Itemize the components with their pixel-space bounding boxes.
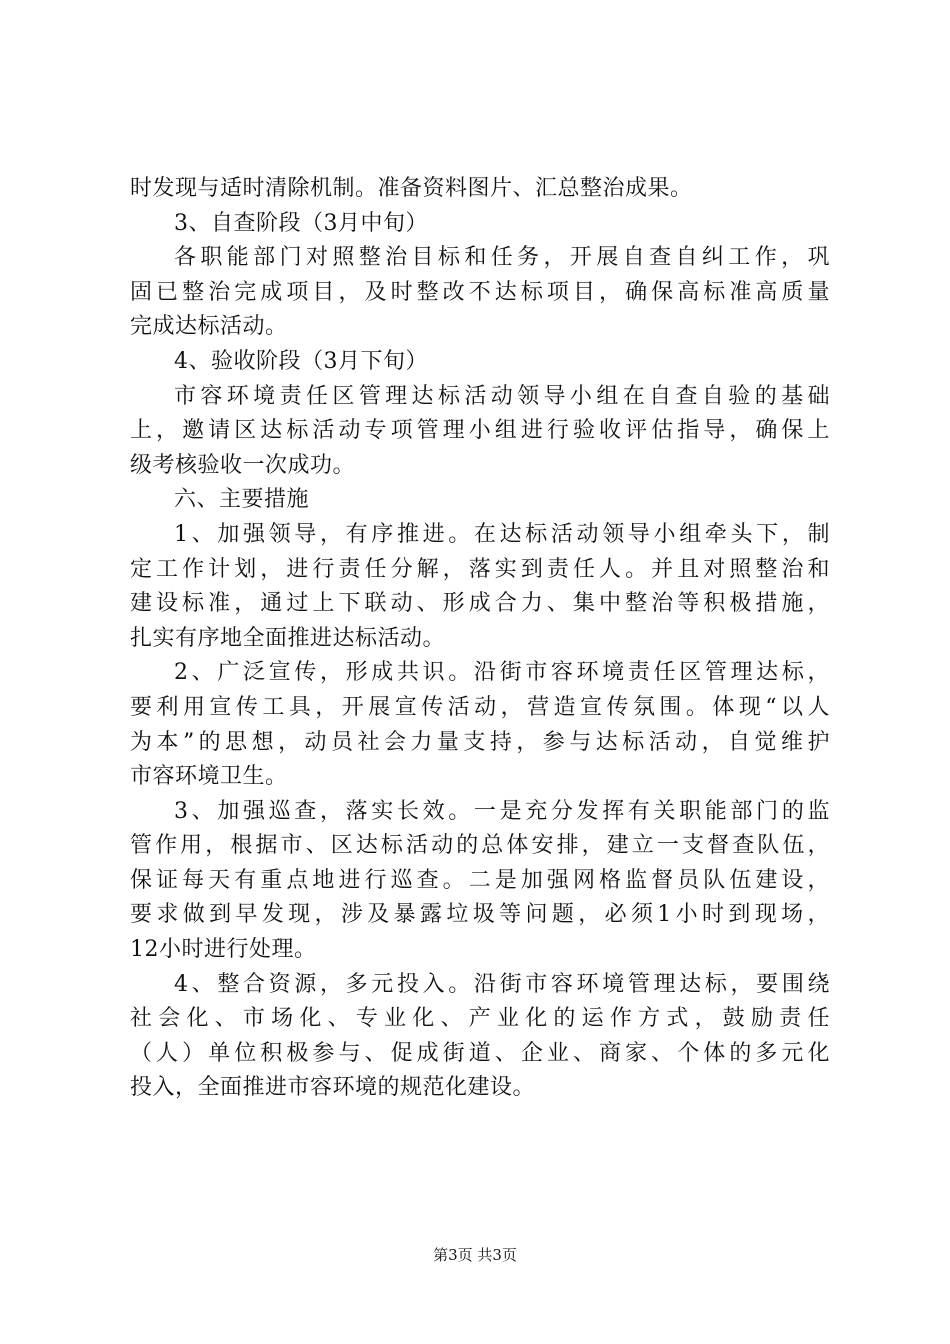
text-line: 保证每天有重点地进行巡查。二是加强网格监督员队伍建设，	[130, 867, 830, 893]
text-line: 建设标准，通过上下联动、形成合力、集中整治等积极措施，	[130, 591, 830, 617]
text-line: 六、主要措施	[174, 487, 310, 513]
text-line: 要求做到早发现，涉及暴露垃圾等问题，必须1小时到现场，	[130, 902, 830, 928]
text-line: 固已整治完成项目，及时整改不达标项目，确保高标准高质量	[130, 279, 830, 305]
text-line: 完成达标活动。	[130, 314, 288, 340]
text-line: 管作用，根据市、区达标活动的总体安排，建立一支督查队伍，	[130, 833, 830, 859]
text-line: 定工作计划，进行责任分解，落实到责任人。并且对照整治和	[130, 556, 830, 582]
text-line: 4、整合资源，多元投入。沿街市容环境管理达标，要围绕	[174, 971, 830, 997]
text-line: 扎实有序地全面推进达标活动。	[130, 625, 446, 651]
text-line: 2、广泛宣传，形成共识。沿街市容环境责任区管理达标，	[174, 660, 830, 686]
text-line: 为本”的思想，动员社会力量支持，参与达标活动，自觉维护	[130, 729, 830, 755]
text-line: 上，邀请区达标活动专项管理小组进行验收评估指导，确保上	[130, 418, 830, 444]
text-line: 4、验收阶段（3月下旬）	[174, 348, 428, 374]
text-line: （人）单位积极参与、促成街道、企业、商家、个体的多元化	[130, 1040, 830, 1066]
text-line: 市容环境卫生。	[130, 764, 288, 790]
text-line: 各职能部门对照整治目标和任务，开展自查自纠工作，巩	[174, 245, 830, 271]
document-body	[130, 172, 830, 1106]
text-line: 投入，全面推进市容环境的规范化建设。	[130, 1075, 536, 1101]
text-line: 要利用宣传工具，开展宣传活动，营造宣传氛围。体现“以人	[130, 694, 830, 720]
page-footer: 第3页 共3页	[433, 1246, 517, 1264]
text-line: 级考核验收一次成功。	[130, 452, 356, 478]
text-line: 1、加强领导，有序推进。在达标活动领导小组牵头下，制	[174, 521, 830, 547]
text-line: 市容环境责任区管理达标活动领导小组在自查自验的基础	[174, 383, 830, 409]
text-line: 社会化、市场化、专业化、产业化的运作方式，鼓励责任	[130, 1006, 830, 1032]
text-line: 12小时进行处理。	[130, 937, 317, 963]
text-line: 3、加强巡查，落实长效。一是充分发挥有关职能部门的监	[174, 798, 830, 824]
text-line: 3、自查阶段（3月中旬）	[174, 210, 428, 236]
text-line: 时发现与适时清除机制。准备资料图片、汇总整治成果。	[130, 176, 693, 201]
